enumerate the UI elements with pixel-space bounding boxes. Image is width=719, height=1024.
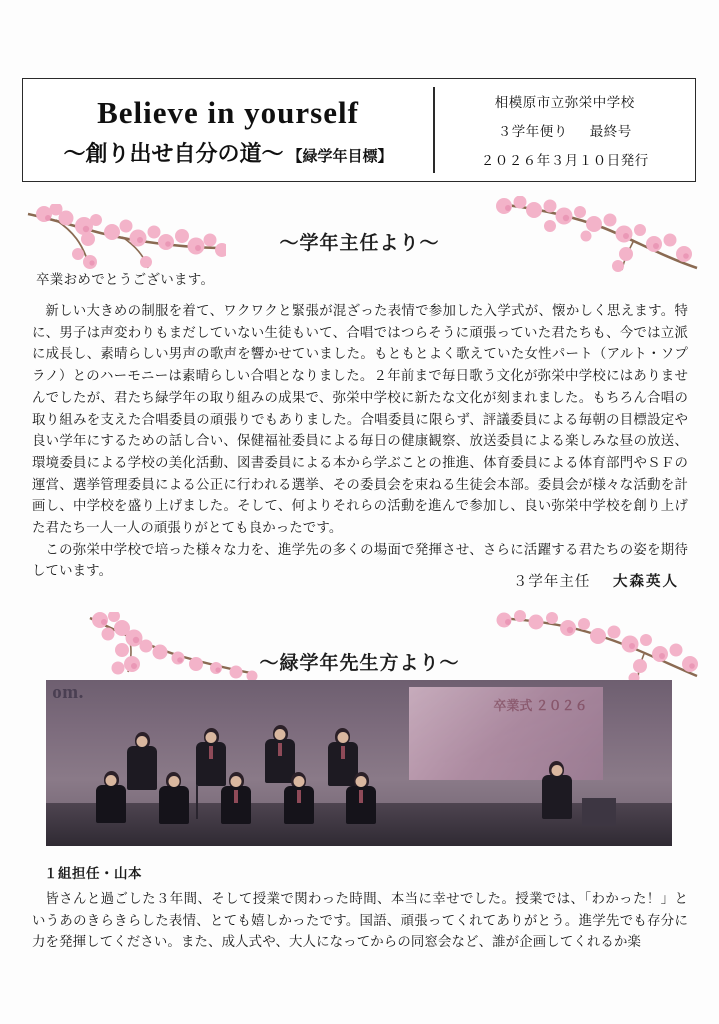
letter-paragraph-2: この弥栄中学校で培った様々な力を、進学先の多くの場面で発揮させ、さらに活躍する君たちの姿を期待しています。 <box>32 541 688 579</box>
photo-person <box>96 771 126 823</box>
masthead <box>22 78 696 182</box>
photo-mic-stand <box>196 785 198 819</box>
photo-screen-text: 卒業式 ２０２６ <box>493 697 588 713</box>
greeting-line: 卒業おめでとうございます。 <box>36 272 215 287</box>
signature-title: ３学年主任 <box>512 574 591 590</box>
section-heading-teachers: 〜緑学年先生方より〜 <box>259 653 460 674</box>
photo-person <box>284 772 314 824</box>
letter-body <box>32 300 688 582</box>
photo-logo-text: om. <box>52 681 84 703</box>
issue-label: ３学年便り <box>497 124 568 139</box>
photo-projection-screen <box>409 687 603 780</box>
photo-speaker <box>542 761 572 819</box>
signature <box>513 570 679 591</box>
photo-person <box>127 732 157 790</box>
teacher-message <box>32 888 688 953</box>
teacher-message-paragraph: 皆さんと過ごした３年間、そして授業で関わった時間、本当に幸せでした。授業では、「わかった！」というあのきらきらした表情、とても嬉しかったです。国語、頑張ってくれてありがとう。進学先でも存分に力を発揮してください。また、成人式や、大人になってからの同窓会など、誰が企画してくれるか楽 <box>32 891 688 950</box>
masthead-title-block <box>23 79 433 181</box>
photo-person <box>221 772 251 824</box>
masthead-goal-tag: 【緑学年目標】 <box>287 149 393 166</box>
publish-date: ２０２６年３月１０日発行 <box>480 153 649 168</box>
issue-row <box>498 120 632 140</box>
masthead-subtitle: 〜創り出せ自分の道〜 <box>63 141 284 167</box>
masthead-meta-block <box>435 79 696 181</box>
photo-person <box>346 772 376 824</box>
page-title: Believe in yourself <box>97 94 359 130</box>
issue-number: 最終号 <box>589 124 632 139</box>
ceremony-photo <box>46 680 672 846</box>
signature-name: 大森英人 <box>613 574 679 590</box>
school-name: 相模原市立弥栄中学校 <box>494 95 635 110</box>
photo-podium <box>582 798 616 826</box>
teacher-name: １組担任・山本 <box>44 866 142 881</box>
photo-person <box>159 772 189 824</box>
section-heading-principal: 〜学年主任より〜 <box>279 233 440 254</box>
masthead-subtitle-row <box>63 137 392 168</box>
letter-paragraph-1: 新しい大きめの制服を着て、ワクワクと緊張が混ざった表情で参加した入学式が、懐かしく思えます。特に、男子は声変わりもまだしていない生徒もいて、合唱ではつらそうに頑張っていた君たちも、今では立派に成長し、素晴らしい男声の歌声を響かせていました。もともとよく歌えていた女性パート（アルト・ソプラノ）とのハーモニーは素晴らしい合唱となりました。２年前まで毎日歌う文化が弥栄中学校にはありませんでしたが、君たち緑学年の取り組みの成果で、弥栄中学校に新たな文化が刻まれました。もちろん合唱の取り組みを支えた合唱委員の頑張りでもありました。合唱委員に限らず、評議委員による毎朝の目標設定や良い学年にするための話し合い、保健福祉委員による毎日の健康観察、放送委員による楽しみな昼の放送、環境委員による学校の美化活動、図書委員による本から学ぶことの推進、体育委員による体育部門やＳＦの運営、選挙管理委員による公正に行われる選挙、その委員会を束ねる生徒会本部。委員会が様々な活動を計画し、中学校を盛り上げました。そして、何よりそれらの活動を進んで参加し、良い弥栄中学校を創り上げた君たち一人一人の頑張りがとても良かったです。 <box>32 303 688 536</box>
